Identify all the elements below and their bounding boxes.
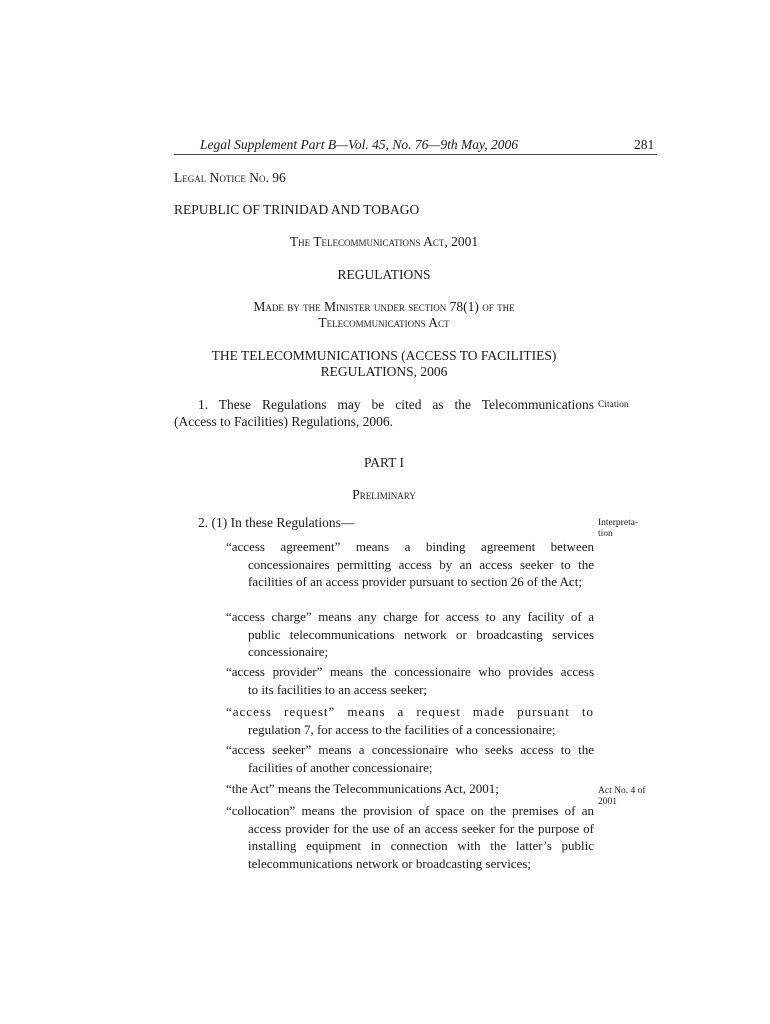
definition-first-line: “access request” means a request made pursuant to — [226, 704, 594, 719]
definition-continuation: access provider for the use of an access seeker for the purpose of installing equipment in connection with the latter’s public telecommunications network or broadcasting services; — [248, 820, 594, 871]
made-by-line-1: Made by the Minister under section 78(1) of the — [253, 299, 515, 314]
citation-margin-note: Citation — [598, 400, 629, 410]
definition-the-act — [226, 780, 594, 798]
section-2-intro: 2. (1) In these Regulations— — [198, 515, 355, 530]
definition-access-request — [226, 703, 594, 738]
definition-first-line: “access seeker” means a concessionaire who seeks access to the — [226, 742, 594, 757]
act-reference-margin-note: Act No. 4 of 2001 — [598, 786, 646, 807]
definition-access-seeker — [226, 741, 594, 776]
made-by-line-2: Telecommunications Act — [318, 315, 450, 330]
regulations-title-line-2: REGULATIONS, 2006 — [320, 364, 448, 379]
regulations-title-line-1: THE TELECOMMUNICATIONS (ACCESS TO FACILITIES) — [211, 348, 557, 363]
definition-continuation: public telecommunications network or broadcasting services concessionaire; — [248, 626, 594, 659]
part-number: PART I — [363, 455, 405, 470]
definition-first-line: “the Act” means the Telecommunications Act, 2001; — [226, 781, 499, 796]
definition-continuation: facilities of another concessionaire; — [248, 759, 433, 775]
definition-first-line: “collocation” means the provision of space on the premises of an — [226, 803, 594, 818]
definition-continuation: to its facilities to an access seeker; — [248, 681, 428, 697]
header-rule — [174, 154, 657, 155]
section-1-line-2: (Access to Facilities) Regulations, 2006. — [174, 414, 393, 429]
section-1-line-1: 1. These Regulations may be cited as the Telecommunications — [198, 397, 594, 412]
legal-notice-number: Legal Notice No. 96 — [174, 170, 286, 185]
country-heading: REPUBLIC OF TRINIDAD AND TOBAGO — [174, 202, 420, 217]
definition-first-line: “access agreement” means a binding agreement between — [226, 539, 594, 554]
act-title: The Telecommunications Act, 2001 — [289, 234, 479, 249]
definition-continuation: concessionaires permitting access by an access seeker to the facilities of an access provider pursuant to section 26 of the Act; — [248, 556, 594, 589]
interpretation-margin-note: Interpreta-tion — [598, 518, 639, 539]
definition-collocation — [226, 802, 594, 872]
definition-access-provider — [226, 663, 594, 698]
definition-first-line: “access provider” means the concessionaire who provides access — [226, 664, 594, 679]
part-name: Preliminary — [352, 487, 416, 502]
definition-first-line: “access charge” means any charge for access to any facility of a — [226, 609, 594, 624]
regulations-heading: REGULATIONS — [337, 267, 431, 282]
definition-access-agreement — [226, 538, 594, 591]
definition-continuation: regulation 7, for access to the facilities of a concessionaire; — [248, 721, 556, 737]
page-number: 281 — [634, 137, 655, 152]
running-head: Legal Supplement Part B—Vol. 45, No. 76—9th May, 2006 — [200, 137, 518, 152]
definition-access-charge — [226, 608, 594, 661]
